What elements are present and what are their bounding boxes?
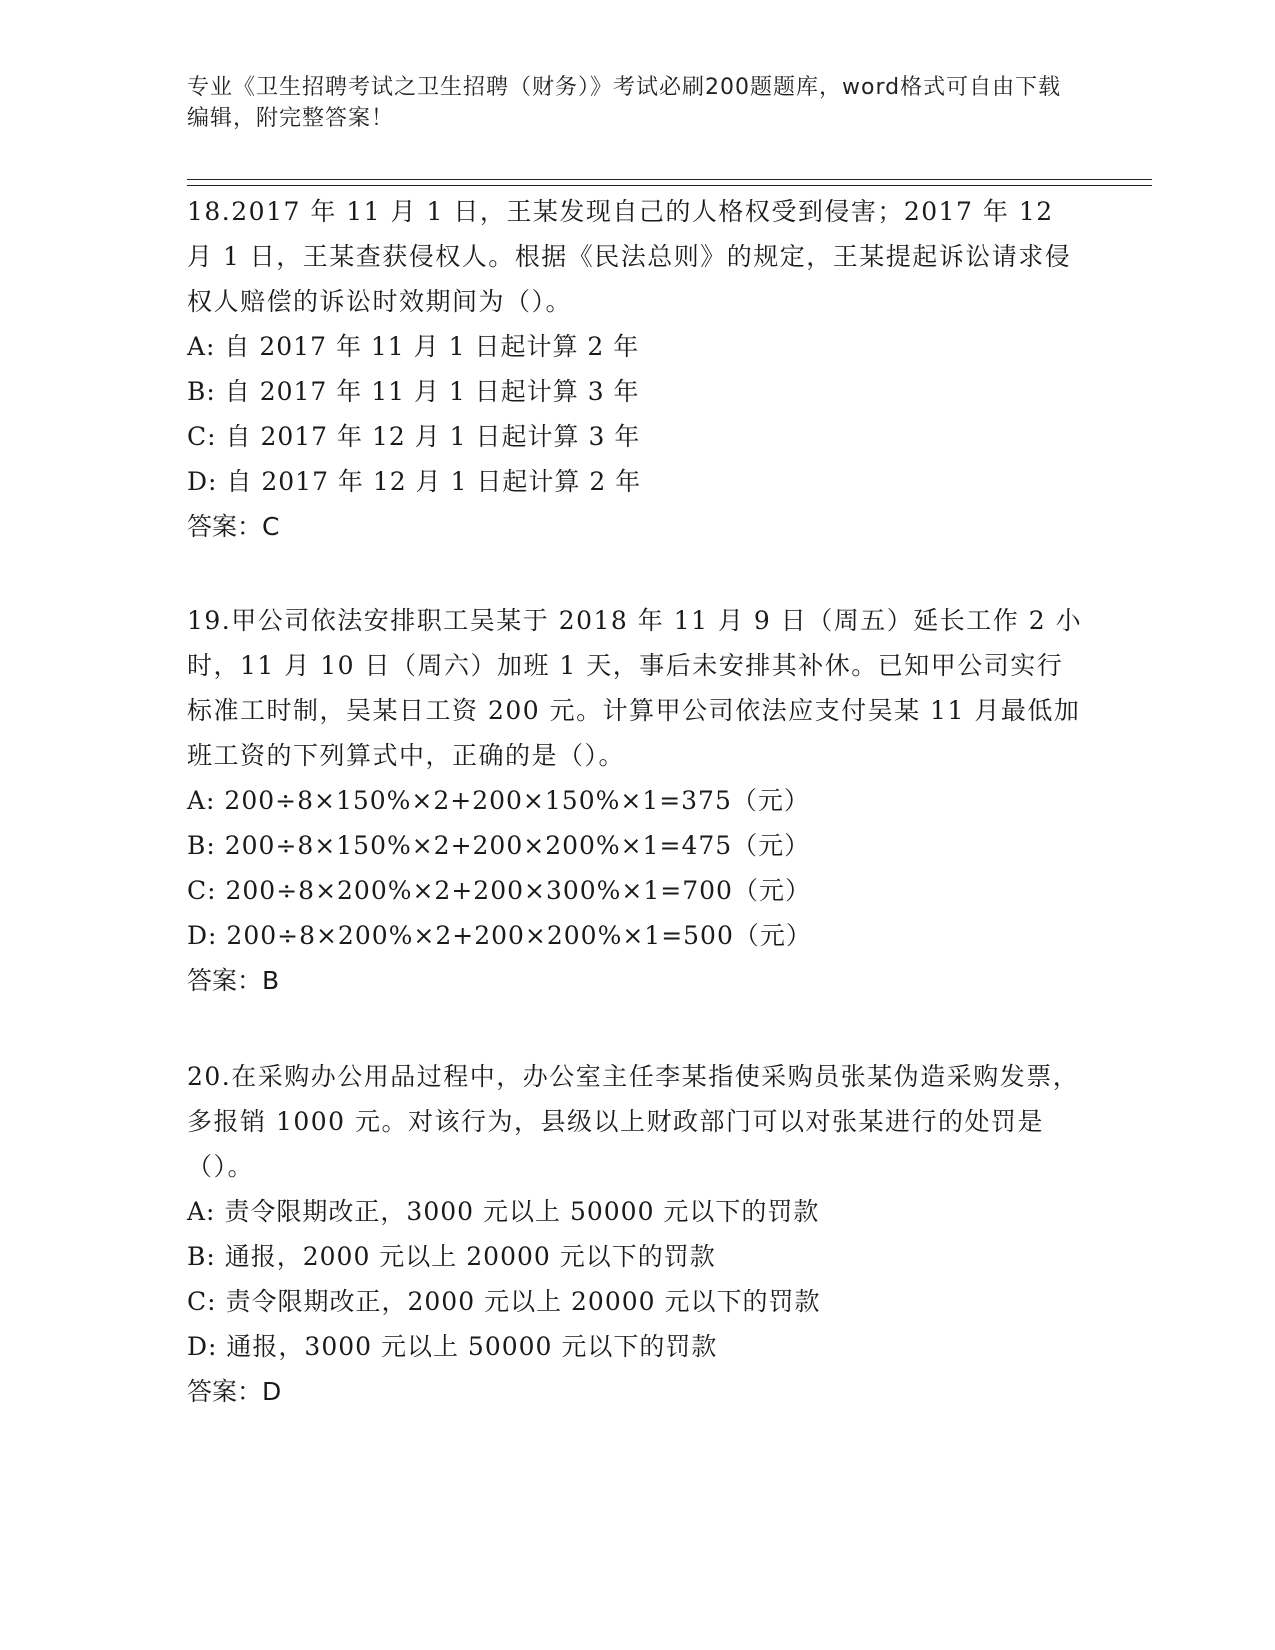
header-rule-bottom [187, 185, 1152, 186]
option-d: D: 200÷8×200%×2+200×200%×1=500（元） [187, 921, 812, 950]
option-b: B: 自 2017 年 11 月 1 日起计算 3 年 [187, 377, 640, 406]
answer: 答案：C [187, 512, 280, 541]
question-20 [187, 1054, 1087, 1414]
option-b: B: 通报，2000 元以上 20000 元以下的罚款 [187, 1242, 716, 1271]
option-b: B: 200÷8×150%×2+200×200%×1=475（元） [187, 831, 811, 860]
header-rule-top [187, 179, 1152, 180]
option-c: C: 200÷8×200%×2+200×300%×1=700（元） [187, 876, 811, 905]
option-a: A: 自 2017 年 11 月 1 日起计算 2 年 [187, 332, 640, 361]
question-18 [187, 189, 1087, 549]
option-a: A: 责令限期改正，3000 元以上 50000 元以下的罚款 [187, 1197, 820, 1226]
option-d: D: 自 2017 年 12 月 1 日起计算 2 年 [187, 467, 642, 496]
question-stem: 20.在采购办公用品过程中，办公室主任李某指使采购员张某伪造采购发票，多报销 1000 元。对该行为，县级以上财政部门可以对张某进行的处罚是（）。 [187, 1062, 1080, 1181]
option-c: C: 自 2017 年 12 月 1 日起计算 3 年 [187, 422, 641, 451]
question-stem: 19.甲公司依法安排职工吴某于 2018 年 11 月 9 日（周五）延长工作 2 小时，11 月 10 日（周六）加班 1 天，事后未安排其补休。已知甲公司实行标准工时制，吴某日工资 200 元。计算甲公司依法应支付吴某 11 月最低加班工资的下列算式中，正确的是（）。 [187, 606, 1083, 770]
option-d: D: 通报，3000 元以上 50000 元以下的罚款 [187, 1332, 718, 1361]
option-a: A: 200÷8×150%×2+200×150%×1=375（元） [187, 786, 810, 815]
document-header: 专业《卫生招聘考试之卫生招聘（财务）》考试必刷200题题库，word格式可自由下载编辑，附完整答案！ [187, 75, 1062, 131]
answer: 答案：D [187, 1377, 282, 1406]
question-stem: 18.2017 年 11 月 1 日，王某发现自己的人格权受到侵害；2017 年 12 月 1 日，王某查获侵权人。根据《民法总则》的规定，王某提起诉讼请求侵权人赔偿的诉讼时效期间为（）。 [187, 197, 1072, 316]
question-19 [187, 598, 1087, 1003]
answer: 答案：B [187, 966, 280, 995]
option-c: C: 责令限期改正，2000 元以上 20000 元以下的罚款 [187, 1287, 821, 1316]
